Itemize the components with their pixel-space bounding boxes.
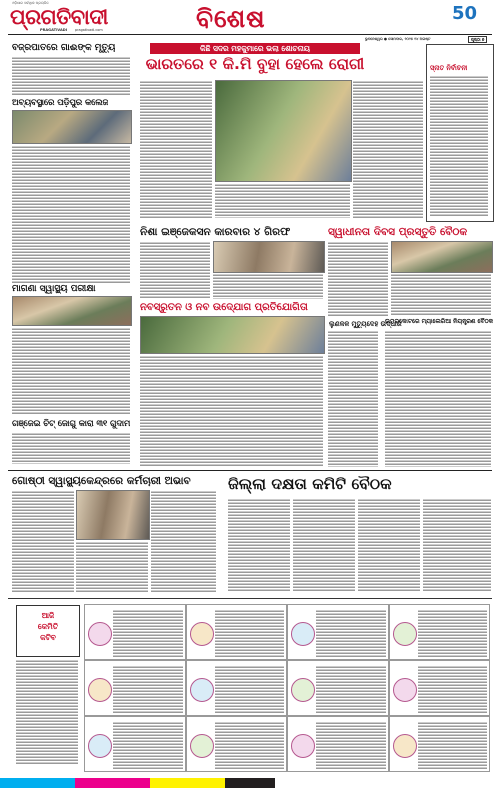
logo: ପ୍ରଗତିବାଦୀ: [10, 5, 108, 29]
headline-bajrapata: ବଜ୍ରପାତରେ ଗାଈଙ୍କ ମୃତ୍ୟୁ: [12, 43, 116, 53]
text-umakote: [385, 330, 491, 467]
rashifal-cell-text: [316, 609, 386, 657]
text-magana: [12, 327, 130, 415]
rashifal-cell: [84, 660, 186, 716]
headline-swadhinata: ସ୍ୱାଧୀନତା ଦିବସ ପ୍ରସ୍ତୁତି ବୈଠକ: [328, 226, 468, 238]
zodiac-sign-icon: [190, 678, 214, 702]
text-bajrapata: [12, 56, 130, 96]
zodiac-sign-icon: [190, 734, 214, 758]
text-ganjei: [12, 432, 130, 464]
zodiac-sign-icon: [291, 622, 315, 646]
text-gosthi-col1: [12, 490, 74, 592]
zodiac-sign-icon: [291, 734, 315, 758]
headline-umakote: ଉମରକୋଟରେ ମ୍ୟାଲେରିଆ ନିୟନ୍ତ୍ରଣ ବୈଠକ: [385, 318, 494, 325]
rashifal-grid: [84, 604, 490, 772]
rashifal-title-3: କଟିବ: [40, 633, 56, 642]
rashifal-cell-text: [113, 721, 183, 769]
lead-text-col2: [215, 183, 350, 218]
rashifal-cell-text: [418, 665, 488, 713]
text-nisha-col2: [213, 273, 323, 299]
headline-small: ଲୁଣଳଳ ମୁତ୍ୟୁଦେହ ଉଦ୍ଧାର: [329, 320, 402, 328]
text-jilla-col1: [228, 498, 290, 592]
rashifal-cell: [186, 716, 288, 772]
text-gosthi-col3: [151, 490, 216, 592]
headline-jilla: ଜିଲ୍ଲା ଦକ୍ଷତା କମିଟି ବୈଠକ: [228, 475, 392, 493]
rashifal-cell-text: [113, 609, 183, 657]
headline-abyabastha: ଅବ୍ୟବସ୍ଥାରେ ପଡ଼ିପୁର କଲେଜ: [12, 97, 109, 107]
dateline: ଭୁବନେଶ୍ୱର ● ସୋମବାର, ୨୦୨୫ ୧୪ ଅଗଷ୍ଟ: [365, 37, 431, 41]
zodiac-sign-icon: [190, 622, 214, 646]
rashifal-cell-text: [418, 609, 488, 657]
section-title: ବିଶେଷ: [196, 4, 266, 33]
headline-nabasruti: ନବସ୍ରୁତନ ଓ ନବ ଉଦ୍ଯୋଗ ପ୍ରତିଯୋଗିତା: [140, 302, 308, 313]
text-swadhinata-col2: [391, 273, 491, 316]
side-text: [430, 75, 488, 217]
headline-magana: ମାଗଣା ସ୍ୱାସ୍ଥ୍ୟ ପରୀକ୍ଷା: [12, 284, 96, 294]
rashifal-cell: [287, 604, 389, 660]
zodiac-sign-icon: [291, 678, 315, 702]
photo-swadhinata: [391, 241, 493, 273]
text-jilla-col4: [423, 498, 491, 592]
lead-headline: ଭାରତରେ ୧ କି.ମି ବୁହା ହେଲେ ରୋଗୀ: [145, 55, 365, 73]
rashifal-title-1: ଆଜି: [41, 611, 55, 620]
rashifal-cell-text: [215, 721, 285, 769]
photo-college: [12, 110, 132, 144]
page-number: ପୃଷ୍ଠା ୭: [468, 36, 487, 43]
lead-kicker: କିଛି ସଦର ମହକୁମାରେ ଭଲା ଶୋଚନାୟ: [150, 43, 360, 54]
color-ribbon: [0, 778, 500, 788]
rashifal-cell: [389, 660, 491, 716]
headline-ganjei: ଗଞ୍ଜେଇ ଚିଟ୍ ଜୋଗୁ କାରା ୩୧ ଗୁଦାମ: [12, 418, 131, 428]
text-nabasruti: [140, 355, 323, 467]
photo-health-camp: [12, 296, 132, 326]
lead-text-col3: [353, 80, 423, 218]
lower-rule: [8, 470, 492, 471]
rashifal-cell: [389, 604, 491, 660]
photo-nabasruti: [140, 316, 325, 354]
rashifal-cell: [186, 604, 288, 660]
zodiac-sign-icon: [393, 734, 417, 758]
rashifal-intro-text: [16, 659, 78, 765]
lead-text-col1: [140, 80, 212, 218]
text-jilla-col3: [358, 498, 420, 592]
text-swadhinata-col1: [328, 241, 388, 316]
headline-nisha: ନିଶା ଇଞ୍ଜେକସନ କାରବାର ୪ ଗିରଫ: [140, 226, 291, 238]
logo-sub: PRAGATIVADI: [40, 28, 68, 32]
rashifal-title-2: କେମିତି: [37, 622, 59, 631]
rashifal-cell-text: [113, 665, 183, 713]
masthead-rule: [8, 34, 492, 35]
rashifal-cell: [84, 604, 186, 660]
anniversary-number: 50: [452, 3, 478, 24]
zodiac-sign-icon: [393, 678, 417, 702]
headline-gosthi: ଗୋଷ୍ଠୀ ସ୍ୱାସ୍ଥ୍ୟକେନ୍ଦ୍ରରେ କର୍ମଚାରୀ ଅଭାବ: [12, 475, 191, 487]
text-nisha-col1: [140, 241, 210, 299]
zodiac-sign-icon: [88, 734, 112, 758]
rashifal-cell: [287, 660, 389, 716]
rashifal-cell: [186, 660, 288, 716]
text-jilla-col2: [293, 498, 355, 592]
zodiac-sign-icon: [393, 622, 417, 646]
zodiac-sign-icon: [88, 678, 112, 702]
text-gosthi-col2: [76, 541, 148, 592]
masthead: [0, 0, 500, 34]
photo-gosthi: [76, 490, 150, 540]
rashifal-cell: [84, 716, 186, 772]
lead-photo: [215, 80, 352, 182]
rashifal-cell-text: [316, 721, 386, 769]
masthead-tagline: ଓଡ଼ିଶାର ସର୍ବାଧିକ ପ୍ରଚାରିତ: [12, 1, 49, 5]
rashifal-cell-text: [215, 609, 285, 657]
text-small: [328, 330, 378, 467]
photo-nisha: [213, 241, 325, 273]
rashifal-cell-text: [316, 665, 386, 713]
zodiac-sign-icon: [88, 622, 112, 646]
text-abyabastha: [12, 145, 130, 283]
anniversary-logo: [452, 3, 492, 25]
rashifal-cell-text: [418, 721, 488, 769]
side-headline: ସ୍ନାତ ନିର୍ବାଚନୀ: [430, 64, 468, 72]
logo-url: pragativadi.com: [75, 28, 103, 32]
rashifal-cell-text: [215, 665, 285, 713]
rashifal-cell: [389, 716, 491, 772]
rashifal-title-box: [16, 605, 80, 657]
rashifal-cell: [287, 716, 389, 772]
